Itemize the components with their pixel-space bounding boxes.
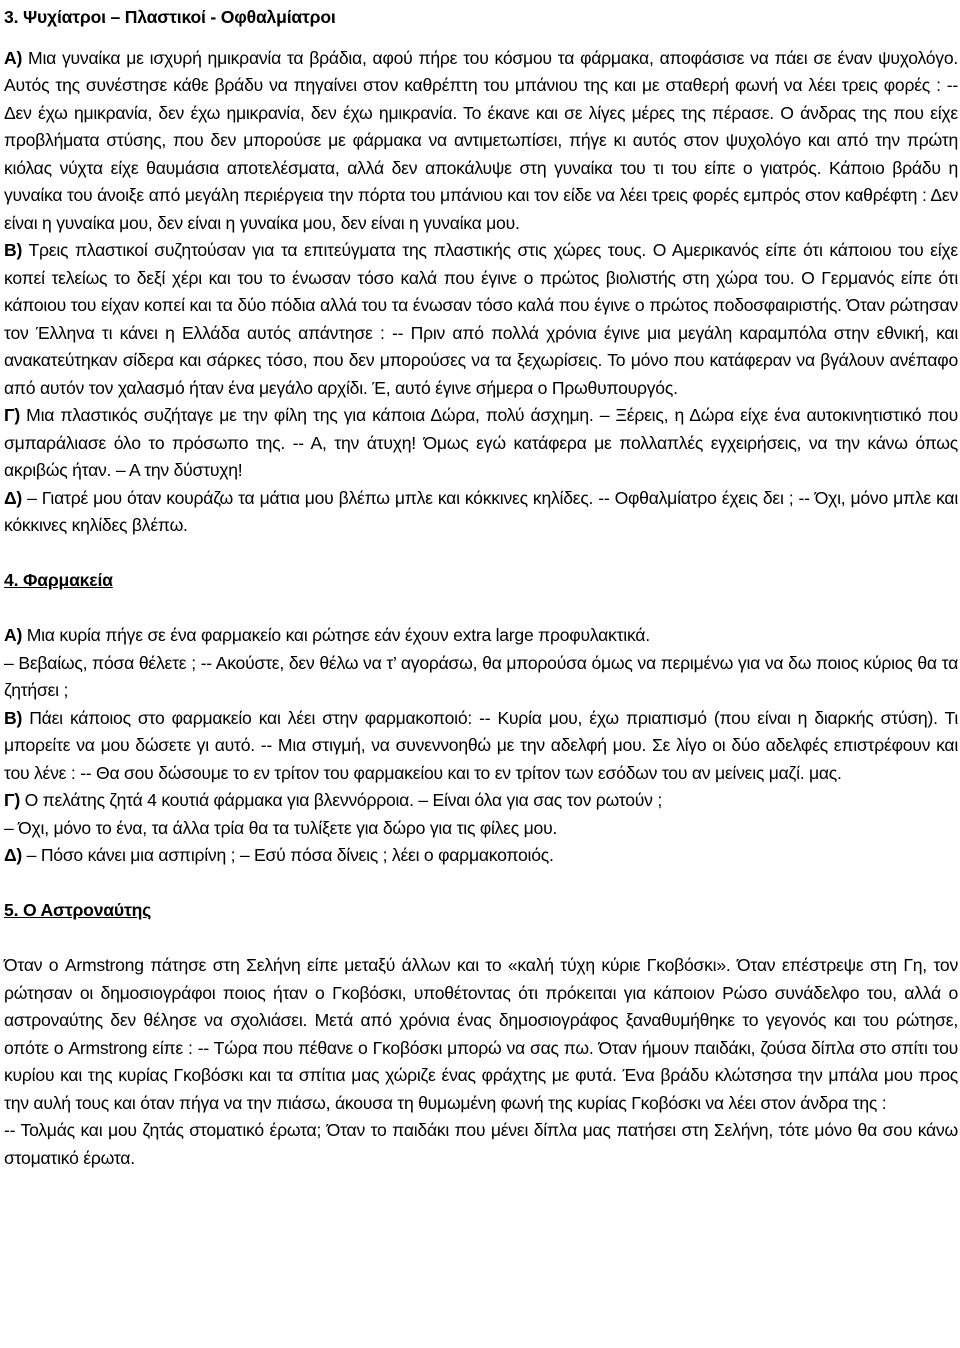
joke-paragraph [4, 815, 958, 843]
joke-paragraph [4, 622, 958, 650]
joke-paragraph [4, 650, 958, 705]
spacer [4, 870, 958, 898]
joke-paragraph [4, 402, 958, 485]
section-title-5: 5. Ο Αστροναύτης [4, 900, 152, 920]
joke-text: Πάει κάποιος στο φαρμακείο και λέει στην φαρμακοποιό: -- Κυρία μου, έχω πριαπισμό (που είναι η διαρκής στύση). Τι μπορείτε να μου δώσετε γι αυτό. -- Μια στιγμή, να συνεννοηθώ με την αδελφή μου. Σε λίγο οι δύο αδελφές επιστρέφουν και του λένε : -- Θα σου δώσουμε το εν τρίτον του φαρμακείου και το εν τρίτον των εσόδων του αν μείνεις μαζί. μας. [4, 707, 959, 783]
joke-label: Α) [4, 47, 23, 68]
joke-text: – Όχι, μόνο το ένα, τα άλλα τρία θα τα τυλίξετε για δώρο για τις φίλες μου. [4, 817, 558, 838]
joke-text: – Γιατρέ μου όταν κουράζω τα μάτια μου βλέπω μπλε και κόκκινες κηλίδες. -- Οφθαλμίατρο έχεις δει ; -- Όχι, μόνο μπλε και κόκκινες κηλίδες βλέπω. [4, 487, 959, 535]
joke-paragraph [4, 237, 958, 402]
section-title-4: 4. Φαρμακεία [4, 570, 113, 590]
joke-text: Μια γυναίκα με ισχυρή ημικρανία τα βράδια, αφού πήρε του κόσμου τα φάρμακα, αποφάσισε να πάει σε έναν ψυχολόγο. Αυτός της συνέστησε κάθε βράδυ να πηγαίνει στον καθρέπτη του μπάνιου της και με σταθερή φωνή να λέει τρεις φορές : -- Δεν έχω ημικρανία, δεν έχω ημικρανία, δεν έχω ημικρανία. Το έκανε και σε λίγες μέρες της πέρασε. Ο άνδρας της που είχε προβλήματα στύσης, που δεν μπορούσε με φάρμακα να αντιμετωπίσει, πήγε κι αυτός στον ψυχολόγο και από την πρώτη κιόλας νύχτα είχε θαυμάσια αποτελέσματα, αλλά δεν αποκάλυψε στη γυναίκα του τι του είπε ο γιατρός. Κάποιο βράδυ η γυναίκα του άνοιξε από μεγάλη περιέργεια την πόρτα του μπάνιου και τον είδε να λέει τρεις φορές εμπρός στον καθρέφτη : Δεν είναι η γυναίκα μου, δεν είναι η γυναίκα μου, δεν είναι η γυναίκα μου. [4, 47, 959, 233]
spacer [4, 925, 958, 953]
joke-label: Γ) [4, 405, 20, 425]
joke-text: Τρεις πλαστικοί συζητούσαν για τα επιτεύγματα της πλαστικής στις χώρες τους. Ο Αμερικανός είπε ότι κάποιου του είχε κοπεί τελείως το δεξί χέρι και του το ένωσαν τόσο καλά που έγινε ο πρώτος βιολιστής στη χώρα του. Ο Γερμανός είπε ότι κάποιου του είχαν κοπεί και τα δύο πόδια αλλά του τα ένωσαν τόσο καλά που έγινε ο πρώτος ποδοσφαιριστής. Όταν ρώτησαν τον Έλληνα τι κάνει η Ελλάδα αυτός απάντησε : -- Πριν από πολλά χρόνια έγινε μια μεγάλη καραμπόλα στην εθνική, και ανακατεύτηκαν σίδερα και σάρκες τόσο, που δεν μπορούσες να τα ξεχωρίσεις. Το μόνο που κατάφεραν να βγάλουν ανέπαφο από αυτόν τον χαλασμό ήταν ένα μεγάλο αρχίδι. Έ, αυτό έγινε σήμερα ο Πρωθυπουργός. [4, 240, 958, 398]
joke-paragraph [4, 705, 958, 788]
joke-label: Α) [4, 625, 23, 645]
joke-paragraph [4, 45, 958, 238]
document-page [4, 4, 958, 1172]
joke-label: Γ) [4, 790, 20, 810]
spacer [4, 595, 958, 623]
joke-text: – Βεβαίως, πόσα θέλετε ; -- Ακούστε, δεν θέλω να τ’ αγοράσω, θα μπορούσα όμως να περιμένω για να δω ποιος κύριος θα τα ζητήσει ; [4, 652, 958, 700]
joke-label: Β) [4, 240, 23, 260]
spacer [4, 540, 958, 568]
joke-label: Δ) [4, 487, 23, 508]
joke-paragraph [4, 787, 958, 815]
joke-paragraph [4, 485, 958, 540]
joke-text: – Πόσο κάνει μια ασπιρίνη ; – Εσύ πόσα δίνεις ; λέει ο φαρμακοποιός. [26, 845, 554, 865]
joke-text: Ο πελάτης ζητά 4 κουτιά φάρμακα για βλεννόρροια. – Είναι όλα για σας τον ρωτούν ; [24, 790, 662, 810]
section-title-3: 3. Ψυχίατροι – Πλαστικοί - Οφθαλμίατροι [4, 7, 336, 27]
joke-label: Β) [4, 707, 23, 728]
joke-text: Μια πλαστικός συζήταγε με την φίλη της για κάποια Δώρα, πολύ άσχημη. – Ξέρεις, η Δώρα είχε ένα αυτοκινητιστικό που σμπαράλιασε όλο το πρόσωπο της. -- Α, την άτυχη! Όμως εγώ κατάφερα με πολλαπλές εγχειρήσεις, να την κάνω όπως ακριβώς ήταν. – Α την δύστυχη! [4, 405, 959, 480]
joke-paragraph [4, 842, 958, 870]
spacer [4, 32, 958, 45]
joke-label: Δ) [4, 845, 23, 865]
story-paragraph: -- Τολμάς και μου ζητάς στοματικό έρωτα; Όταν το παιδάκι που μένει δίπλα μας πατήσει στη Σελήνη, τότε μόνο θα σου κάνω στοματικό έρωτα. [4, 1120, 958, 1168]
story-paragraph: Όταν ο Armstrong πάτησε στη Σελήνη είπε μεταξύ άλλων και το «καλή τύχη κύριε Γκοβόσκι». Όταν επέστρεψε στη Γη, τον ρώτησαν οι δημοσιογράφοι ποιος ήταν ο Γκοβόσκι, υποθέτοντας ότι πρόκειται για κάποιον Ρώσο συνάδελφο του, αλλά ο αστροναύτης δεν θέλησε να σχολιάσει. Μετά από χρόνια ένας δημοσιογράφος ξαναθυμήθηκε το γεγονός και του ρώτησε, οπότε ο Armstrong είπε : -- Τώρα που πέθανε ο Γκοβόσκι μπορώ να σας πω. Όταν ήμουν παιδάκι, ζούσα δίπλα στο σπίτι του κυρίου και της κυρίας Γκοβόσκι και τα σπίτια μας χώριζε ένας φράχτης με φυτά. Ένα βράδυ κλώτσησα την μπάλα μου προς την αυλή τους και όταν πήγα να την πιάσω, άκουσα τη θυμωμένη φωνή της κυρίας Γκοβόσκι να λέει στον άνδρα της : [4, 955, 958, 1113]
joke-text: Μια κυρία πήγε σε ένα φαρμακείο και ρώτησε εάν έχουν extra large προφυλακτικά. [26, 625, 650, 645]
